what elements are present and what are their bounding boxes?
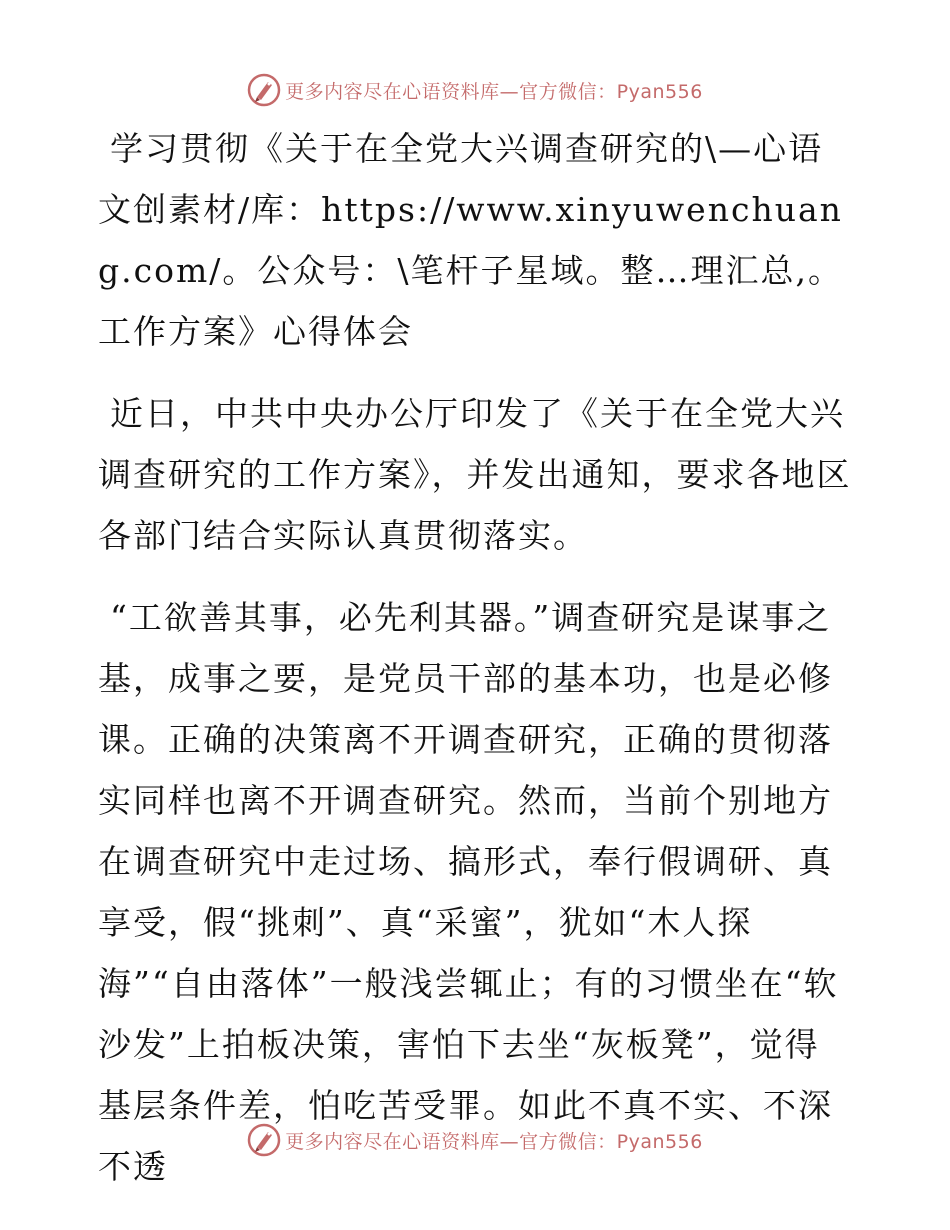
document-body	[98, 118, 853, 1197]
footer-watermark	[0, 1120, 950, 1160]
title-paragraph: 学习贯彻《关于在全党大兴调查研究的\—心语文创素材/库：https://www.xinyuwenchuang.com/。公众号：\笔杆子星域。整…理汇总,。工作方案》心得体会	[98, 129, 843, 351]
footer-watermark-text: 更多内容尽在心语资料库—官方微信：Pyan556	[285, 1130, 703, 1153]
body-paragraph: 近日，中共中央办公厅印发了《关于在全党大兴调查研究的工作方案》，并发出通知，要求各地区各部门结合实际认真贯彻落实。	[98, 394, 852, 555]
pen-nib-icon	[247, 73, 281, 107]
body-paragraph: “工欲善其事，必先利其器。”调查研究是谋事之基，成事之要，是党员干部的基本功，也是必修课。正确的决策离不开调查研究，正确的贯彻落实同样也离不开调查研究。然而，当前个别地方在调查研究中走过场、搞形式，奉行假调研、真享受，假“挑刺”、真“采蜜”，犹如“木人探海”“自由落体”一般浅尝辄止；有的习惯坐在“软沙发”上拍板决策，害怕下去坐“灰板凳”，觉得基层条件差，怕吃苦受罪。如此不真不实、不深不透	[98, 598, 839, 1186]
header-watermark-text: 更多内容尽在心语资料库—官方微信：Pyan556	[285, 80, 703, 103]
pen-nib-icon	[247, 1123, 281, 1157]
header-watermark	[0, 70, 950, 110]
